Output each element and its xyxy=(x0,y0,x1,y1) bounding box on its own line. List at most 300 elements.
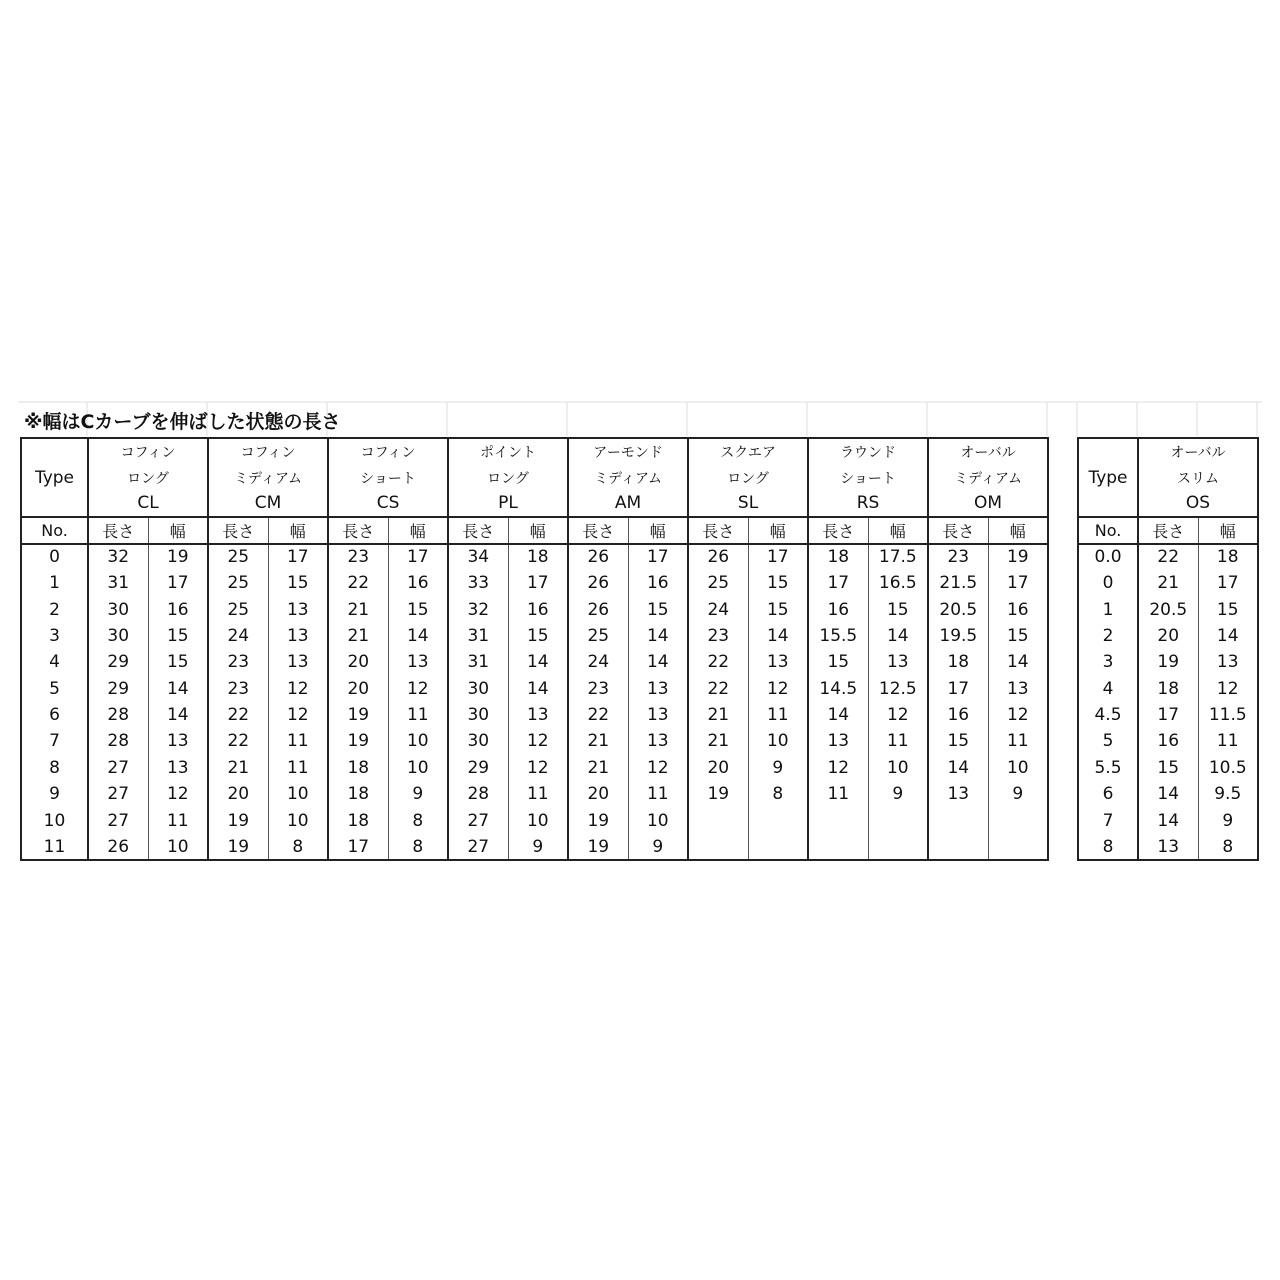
width-cell: 9 xyxy=(988,781,1048,807)
side-length-cell: 20 xyxy=(1157,625,1180,646)
length-cell: 32 xyxy=(107,547,130,568)
row-number: 4 xyxy=(21,649,88,675)
length-cell: 22 xyxy=(347,573,370,594)
length-header: 長さ xyxy=(568,517,628,543)
width-cell: 15 xyxy=(988,623,1048,649)
width-cell xyxy=(988,807,1048,833)
width-cell: 14 xyxy=(628,623,688,649)
width-cell: 15 xyxy=(748,570,808,596)
side-row-number: 1 xyxy=(1078,596,1138,622)
width-cell: 10 xyxy=(268,781,328,807)
side-row-number: 2 xyxy=(1078,623,1138,649)
width-cell: 17 xyxy=(148,570,208,596)
length-cell xyxy=(808,807,868,833)
no-label: No. xyxy=(21,517,88,543)
width-cell: 17 xyxy=(988,570,1048,596)
width-cell: 11 xyxy=(748,702,808,728)
width-cell: 11 xyxy=(268,755,328,781)
length-header: 長さ xyxy=(808,517,868,543)
group-line1: アーモンド xyxy=(568,438,688,464)
length-cell: 18 xyxy=(347,810,370,831)
length-cell xyxy=(928,807,988,833)
side-group-line1: オーバル xyxy=(1138,438,1258,464)
length-cell: 22 xyxy=(707,678,730,699)
width-cell: 13 xyxy=(508,702,568,728)
length-header: 長さ xyxy=(88,517,148,543)
length-cell: 27 xyxy=(107,757,130,778)
side-length-cell: 17 xyxy=(1157,705,1180,726)
side-table-row xyxy=(1078,755,1258,781)
width-cell: 8 xyxy=(388,834,448,860)
group-code: CS xyxy=(328,491,448,517)
length-cell: 13 xyxy=(827,731,850,752)
length-cell: 25 xyxy=(227,573,250,594)
side-width-cell: 18 xyxy=(1198,544,1258,570)
side-row-number: 5.5 xyxy=(1078,755,1138,781)
side-length-cell: 19 xyxy=(1157,652,1180,673)
side-width-cell: 13 xyxy=(1198,649,1258,675)
group-code: CM xyxy=(208,491,328,517)
length-cell: 15 xyxy=(947,731,970,752)
side-width-cell: 11 xyxy=(1198,728,1258,754)
width-cell: 13 xyxy=(868,649,928,675)
width-cell: 15 xyxy=(388,596,448,622)
side-header-row-4 xyxy=(1078,517,1258,543)
group-line1: オーバル xyxy=(928,438,1048,464)
length-cell: 19.5 xyxy=(939,625,978,646)
width-header: 幅 xyxy=(868,517,928,543)
length-cell: 28 xyxy=(107,705,130,726)
width-cell: 11 xyxy=(148,807,208,833)
width-cell: 14 xyxy=(988,649,1048,675)
row-number: 2 xyxy=(21,596,88,622)
width-cell: 10 xyxy=(268,807,328,833)
side-row-number: 4 xyxy=(1078,676,1138,702)
width-cell: 15 xyxy=(268,570,328,596)
side-row-number: 8 xyxy=(1078,834,1138,860)
length-cell: 19 xyxy=(208,834,268,860)
length-cell: 33 xyxy=(467,573,490,594)
length-cell: 26 xyxy=(707,547,730,568)
group-line2: ショート xyxy=(808,464,928,490)
length-cell: 18 xyxy=(827,547,850,568)
length-cell: 21.5 xyxy=(939,573,978,594)
length-cell: 30 xyxy=(107,625,130,646)
note-text: ※幅はCカーブを伸ばした状態の長さ xyxy=(24,411,341,433)
width-cell: 13 xyxy=(628,702,688,728)
width-cell: 15 xyxy=(148,623,208,649)
length-cell: 25 xyxy=(227,547,250,568)
length-cell: 30 xyxy=(467,705,490,726)
length-cell: 24 xyxy=(227,625,250,646)
width-cell: 15 xyxy=(628,596,688,622)
group-code: AM xyxy=(568,491,688,517)
length-cell: 21 xyxy=(347,599,370,620)
side-length-header: 長さ xyxy=(1138,517,1198,543)
length-cell: 13 xyxy=(947,784,970,805)
length-cell: 24 xyxy=(707,599,730,620)
group-code: PL xyxy=(448,491,568,517)
side-group-line2: スリム xyxy=(1138,464,1258,490)
width-cell: 12 xyxy=(748,676,808,702)
width-cell: 12 xyxy=(868,702,928,728)
width-header: 幅 xyxy=(148,517,208,543)
length-cell: 14 xyxy=(827,705,850,726)
length-cell: 21 xyxy=(227,757,250,778)
length-cell: 20.5 xyxy=(939,599,978,620)
width-cell: 18 xyxy=(508,544,568,570)
width-cell: 17 xyxy=(268,544,328,570)
length-cell: 18 xyxy=(947,652,970,673)
length-cell: 34 xyxy=(467,547,490,568)
width-cell xyxy=(868,807,928,833)
width-cell xyxy=(988,834,1048,860)
group-line2: ロング xyxy=(448,464,568,490)
length-cell: 17 xyxy=(947,678,970,699)
width-cell: 10 xyxy=(988,755,1048,781)
length-cell: 22 xyxy=(227,705,250,726)
side-table-row xyxy=(1078,596,1258,622)
width-cell: 15 xyxy=(148,649,208,675)
length-cell: 27 xyxy=(107,784,130,805)
group-line2: ミディアム xyxy=(208,464,328,490)
side-no-label: No. xyxy=(1078,517,1138,543)
length-cell: 24 xyxy=(587,652,610,673)
length-cell: 14.5 xyxy=(819,678,858,699)
side-length-cell: 21 xyxy=(1157,573,1180,594)
width-cell: 17.5 xyxy=(868,544,928,570)
side-length-cell: 20.5 xyxy=(1149,599,1188,620)
width-cell: 10 xyxy=(628,807,688,833)
width-cell: 10 xyxy=(748,728,808,754)
length-cell xyxy=(688,834,748,860)
side-width-header: 幅 xyxy=(1198,517,1258,543)
length-cell: 20 xyxy=(707,757,730,778)
width-cell: 10 xyxy=(388,728,448,754)
length-cell: 23 xyxy=(587,678,610,699)
length-cell: 18 xyxy=(347,784,370,805)
length-cell: 15 xyxy=(827,652,850,673)
side-row-number: 0.0 xyxy=(1078,544,1138,570)
side-width-cell: 14 xyxy=(1198,623,1258,649)
length-cell: 12 xyxy=(827,757,850,778)
width-cell: 14 xyxy=(628,649,688,675)
group-line1: ポイント xyxy=(448,438,568,464)
nail-tip-size-table xyxy=(20,437,1049,861)
length-cell: 31 xyxy=(467,652,490,673)
row-number: 1 xyxy=(21,570,88,596)
table-row xyxy=(21,596,1048,622)
row-number: 5 xyxy=(21,676,88,702)
length-cell: 18 xyxy=(347,757,370,778)
group-line1: ラウンド xyxy=(808,438,928,464)
length-cell: 19 xyxy=(568,834,628,860)
group-line2: ミディアム xyxy=(928,464,1048,490)
group-line2: ロング xyxy=(688,464,808,490)
length-cell: 25 xyxy=(707,573,730,594)
table-row xyxy=(21,676,1048,702)
side-table-row xyxy=(1078,702,1258,728)
type-label: Type xyxy=(21,438,88,517)
table-row xyxy=(21,570,1048,596)
width-cell: 12 xyxy=(268,702,328,728)
width-cell: 16.5 xyxy=(868,570,928,596)
length-cell: 26 xyxy=(88,834,148,860)
width-cell: 9 xyxy=(748,755,808,781)
length-cell: 19 xyxy=(707,784,730,805)
width-cell: 11 xyxy=(988,728,1048,754)
length-cell: 15.5 xyxy=(819,625,858,646)
length-cell: 28 xyxy=(107,731,130,752)
length-cell: 21 xyxy=(347,625,370,646)
length-cell: 22 xyxy=(227,731,250,752)
side-table-row xyxy=(1078,570,1258,596)
side-width-cell: 12 xyxy=(1198,676,1258,702)
side-table-row xyxy=(1078,544,1258,570)
side-row-number: 5 xyxy=(1078,728,1138,754)
table-row xyxy=(21,755,1048,781)
length-cell: 26 xyxy=(587,547,610,568)
width-cell: 14 xyxy=(508,676,568,702)
width-cell: 15 xyxy=(508,623,568,649)
length-cell: 25 xyxy=(587,625,610,646)
side-table-row xyxy=(1078,623,1258,649)
group-line1: コフィン xyxy=(208,438,328,464)
side-header-row-1 xyxy=(1078,438,1258,464)
side-width-cell: 10.5 xyxy=(1198,755,1258,781)
width-cell: 9 xyxy=(508,834,568,860)
length-cell xyxy=(808,834,868,860)
length-cell: 31 xyxy=(107,573,130,594)
width-cell: 16 xyxy=(988,596,1048,622)
length-cell: 14 xyxy=(947,757,970,778)
side-length-cell: 14 xyxy=(1157,784,1180,805)
side-length-cell: 13 xyxy=(1138,834,1198,860)
length-cell xyxy=(688,807,748,833)
side-row-number: 0 xyxy=(1078,570,1138,596)
width-cell: 11 xyxy=(628,781,688,807)
length-cell: 30 xyxy=(467,678,490,699)
group-line2: ミディアム xyxy=(568,464,688,490)
width-cell: 15 xyxy=(748,596,808,622)
header-row-1 xyxy=(21,438,1048,464)
length-cell: 23 xyxy=(347,547,370,568)
side-length-cell: 18 xyxy=(1157,678,1180,699)
group-code: OM xyxy=(928,491,1048,517)
width-cell: 12 xyxy=(148,781,208,807)
width-cell: 19 xyxy=(988,544,1048,570)
side-width-cell: 9.5 xyxy=(1198,781,1258,807)
width-cell: 17 xyxy=(628,544,688,570)
length-cell: 30 xyxy=(467,731,490,752)
width-cell: 10 xyxy=(868,755,928,781)
side-row-number: 4.5 xyxy=(1078,702,1138,728)
length-header: 長さ xyxy=(928,517,988,543)
length-cell: 17 xyxy=(328,834,388,860)
length-header: 長さ xyxy=(688,517,748,543)
width-header: 幅 xyxy=(508,517,568,543)
width-cell: 14 xyxy=(868,623,928,649)
length-cell: 29 xyxy=(107,678,130,699)
length-cell: 20 xyxy=(347,652,370,673)
width-cell xyxy=(748,807,808,833)
length-cell: 29 xyxy=(467,757,490,778)
width-cell xyxy=(748,834,808,860)
group-line1: コフィン xyxy=(328,438,448,464)
width-cell: 12 xyxy=(628,755,688,781)
width-cell: 13 xyxy=(268,623,328,649)
length-cell: 20 xyxy=(227,784,250,805)
width-cell: 13 xyxy=(388,649,448,675)
length-cell: 29 xyxy=(107,652,130,673)
row-number: 9 xyxy=(21,781,88,807)
width-cell: 9 xyxy=(868,781,928,807)
width-cell: 11 xyxy=(388,702,448,728)
side-length-cell: 14 xyxy=(1157,810,1180,831)
row-number: 8 xyxy=(21,755,88,781)
length-cell: 19 xyxy=(587,810,610,831)
side-width-cell: 8 xyxy=(1198,834,1258,860)
side-type-label: Type xyxy=(1078,438,1138,517)
width-cell: 8 xyxy=(268,834,328,860)
side-table-row xyxy=(1078,676,1258,702)
width-cell: 8 xyxy=(748,781,808,807)
width-cell: 17 xyxy=(508,570,568,596)
row-number: 7 xyxy=(21,728,88,754)
side-length-cell: 16 xyxy=(1157,731,1180,752)
row-number: 3 xyxy=(21,623,88,649)
group-code: SL xyxy=(688,491,808,517)
side-width-cell: 9 xyxy=(1198,807,1258,833)
width-cell: 13 xyxy=(148,755,208,781)
width-cell: 16 xyxy=(628,570,688,596)
width-cell: 17 xyxy=(388,544,448,570)
length-cell: 27 xyxy=(467,810,490,831)
length-cell xyxy=(928,834,988,860)
width-cell: 14 xyxy=(508,649,568,675)
side-row-number: 7 xyxy=(1078,807,1138,833)
oval-slim-size-table xyxy=(1077,437,1259,861)
header-row-2 xyxy=(21,464,1048,490)
side-width-cell: 11.5 xyxy=(1198,702,1258,728)
side-length-cell: 15 xyxy=(1157,757,1180,778)
width-cell: 14 xyxy=(748,623,808,649)
table-row xyxy=(21,544,1048,570)
side-width-cell: 17 xyxy=(1198,570,1258,596)
width-cell: 13 xyxy=(988,676,1048,702)
side-table-row xyxy=(1078,728,1258,754)
length-header: 長さ xyxy=(328,517,388,543)
side-group-code: OS xyxy=(1138,491,1258,517)
length-header: 長さ xyxy=(208,517,268,543)
width-cell: 10 xyxy=(388,755,448,781)
length-cell: 21 xyxy=(707,705,730,726)
width-cell xyxy=(868,834,928,860)
length-cell: 20 xyxy=(587,784,610,805)
side-row-number: 6 xyxy=(1078,781,1138,807)
table-row xyxy=(21,728,1048,754)
group-code: CL xyxy=(88,491,208,517)
width-cell: 17 xyxy=(748,544,808,570)
width-cell: 19 xyxy=(148,544,208,570)
width-cell: 14 xyxy=(388,623,448,649)
length-cell: 31 xyxy=(467,625,490,646)
side-table-row xyxy=(1078,807,1258,833)
width-cell: 11 xyxy=(268,728,328,754)
width-cell: 12 xyxy=(508,755,568,781)
length-cell: 32 xyxy=(467,599,490,620)
width-cell: 10 xyxy=(148,834,208,860)
length-cell: 19 xyxy=(347,731,370,752)
row-number: 0 xyxy=(21,544,88,570)
length-cell: 26 xyxy=(587,573,610,594)
width-cell: 16 xyxy=(388,570,448,596)
length-cell: 25 xyxy=(227,599,250,620)
length-cell: 20 xyxy=(347,678,370,699)
row-number: 10 xyxy=(21,807,88,833)
width-cell: 11 xyxy=(868,728,928,754)
header-row-3 xyxy=(21,491,1048,517)
width-cell: 13 xyxy=(628,728,688,754)
width-header: 幅 xyxy=(628,517,688,543)
width-cell: 14 xyxy=(148,702,208,728)
table-row xyxy=(21,834,1048,860)
width-header: 幅 xyxy=(388,517,448,543)
side-length-cell: 22 xyxy=(1157,547,1180,568)
width-cell: 13 xyxy=(748,649,808,675)
width-cell: 9 xyxy=(388,781,448,807)
group-line1: スクエア xyxy=(688,438,808,464)
width-cell: 11 xyxy=(508,781,568,807)
length-cell: 21 xyxy=(707,731,730,752)
group-line2: ショート xyxy=(328,464,448,490)
group-code: RS xyxy=(808,491,928,517)
width-cell: 12 xyxy=(988,702,1048,728)
length-cell: 23 xyxy=(227,652,250,673)
length-cell: 19 xyxy=(347,705,370,726)
side-table-row xyxy=(1078,781,1258,807)
width-cell: 8 xyxy=(388,807,448,833)
length-cell: 27 xyxy=(448,834,508,860)
side-table-row xyxy=(1078,649,1258,675)
length-cell: 23 xyxy=(947,547,970,568)
side-row-number: 3 xyxy=(1078,649,1138,675)
row-number: 6 xyxy=(21,702,88,728)
width-cell: 12 xyxy=(388,676,448,702)
table-row xyxy=(21,781,1048,807)
length-cell: 22 xyxy=(707,652,730,673)
width-header: 幅 xyxy=(268,517,328,543)
length-cell: 27 xyxy=(107,810,130,831)
width-cell: 12 xyxy=(508,728,568,754)
length-cell: 23 xyxy=(227,678,250,699)
width-cell: 10 xyxy=(508,807,568,833)
length-cell: 16 xyxy=(827,599,850,620)
table-row xyxy=(21,623,1048,649)
length-cell: 16 xyxy=(947,705,970,726)
header-row-4 xyxy=(21,517,1048,543)
length-cell: 23 xyxy=(707,625,730,646)
table-row xyxy=(21,649,1048,675)
length-cell: 30 xyxy=(107,599,130,620)
width-header: 幅 xyxy=(748,517,808,543)
side-table-row xyxy=(1078,834,1258,860)
width-cell: 9 xyxy=(628,834,688,860)
width-cell: 13 xyxy=(628,676,688,702)
length-header: 長さ xyxy=(448,517,508,543)
width-cell: 14 xyxy=(148,676,208,702)
width-cell: 12.5 xyxy=(868,676,928,702)
